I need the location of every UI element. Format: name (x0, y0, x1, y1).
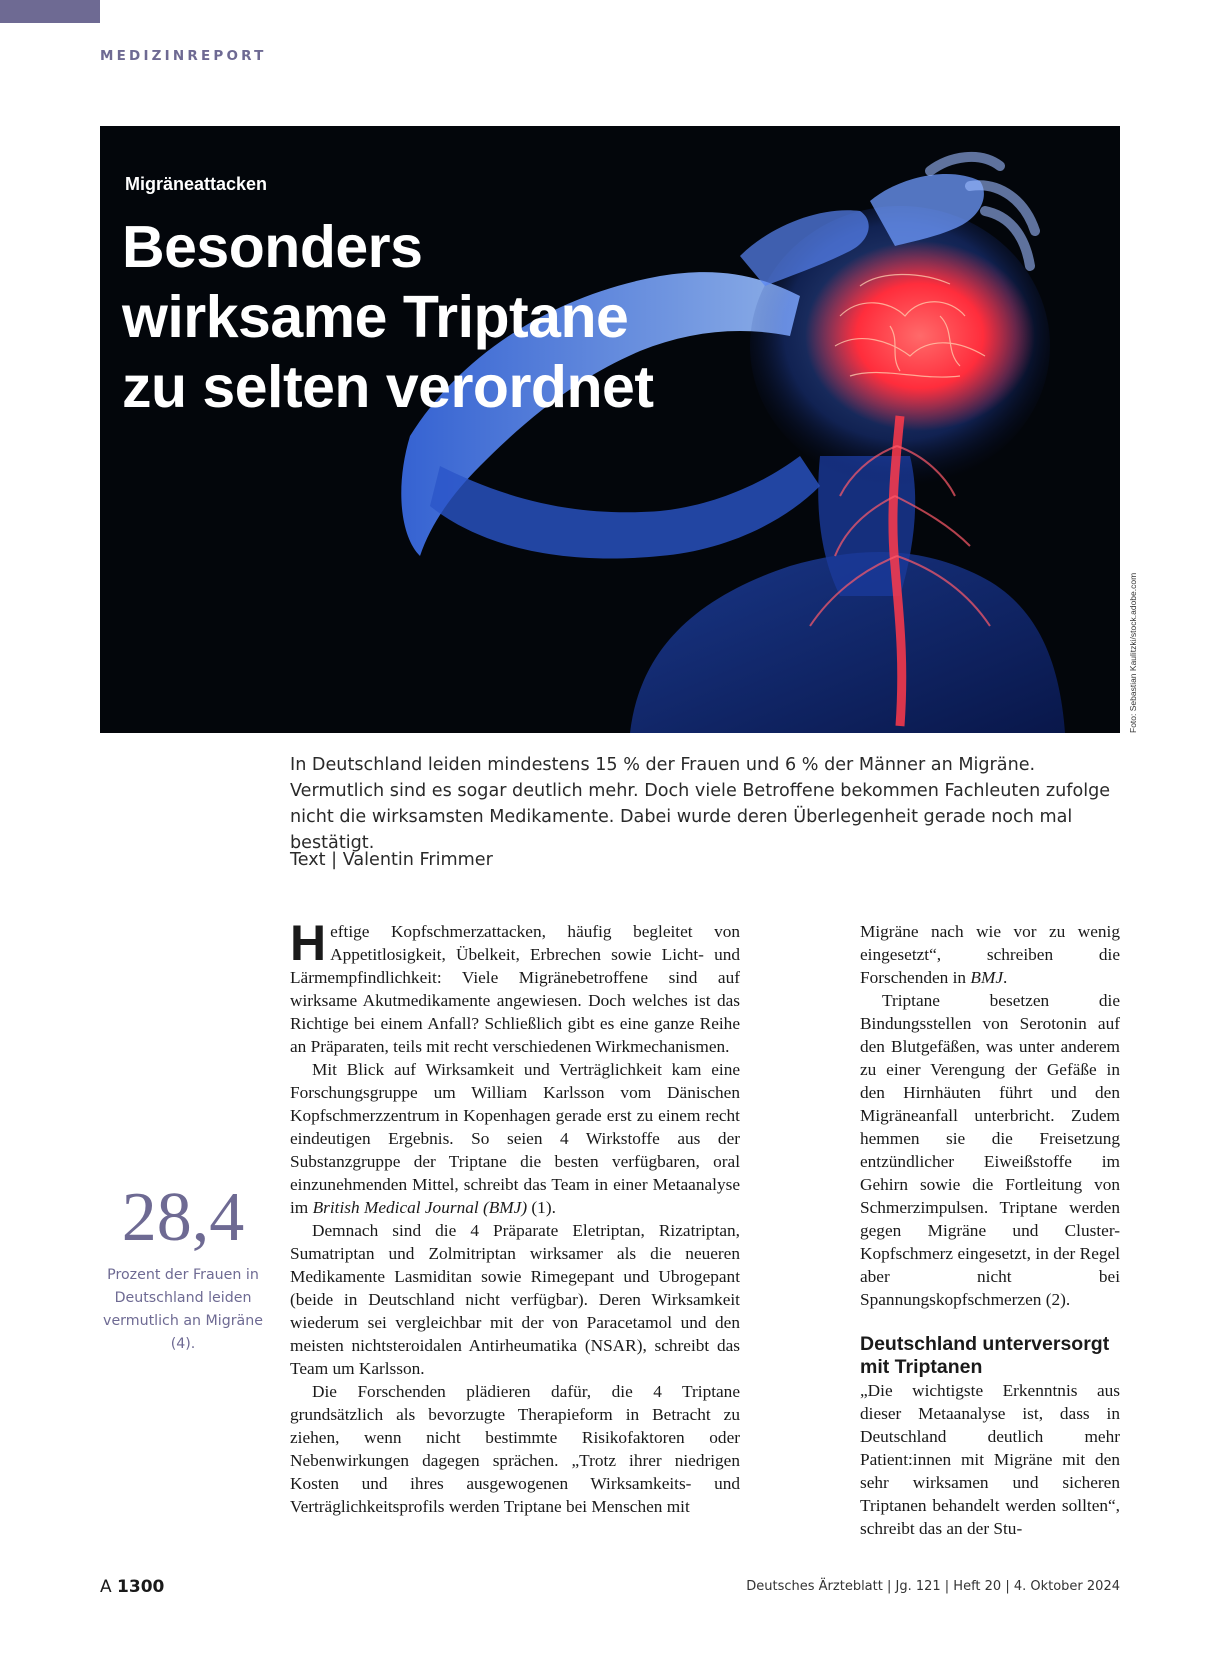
section-color-tab (0, 0, 100, 23)
author-line: Text | Valentin Frimmer (290, 850, 493, 870)
journal-abbrev: BMJ (970, 968, 1004, 987)
article-column-1 (290, 915, 740, 1518)
hero-banner (100, 126, 1120, 733)
paragraph-7: „Die wichtigste Erkenntnis aus dieser Metaanalyse ist, dass in Deutschland deutlich mehr Patient:innen mit Migräne mit den sehr wirksamen und sicheren Triptanen behandelt werden sollten“, schreibt das an der Stu- (860, 1381, 1120, 1538)
journal-footer: Deutsches Ärzteblatt | Jg. 121 | Heft 20 | 4. Oktober 2024 (746, 1579, 1120, 1594)
hero-kicker: Migräneattacken (125, 174, 268, 194)
section-label: MEDIZINREPORT (100, 48, 267, 64)
article-column-2 (860, 920, 1120, 1540)
paragraph-1: Heftige Kopfschmerzattacken, häufig begleitet von Appetitlosigkeit, Übelkeit, Erbrechen sowie Licht- und Lärmempfindlichkeit: Viele Migränebetroffene sind auf wirksame Akutmedikamente angewiesen. Doch welches ist das Richtige bei einem Anfall? Schließlich gibt es eine ganze Reihe an Präparaten, teils mit recht verschiedenen Wirkmechanismen. (290, 915, 740, 1056)
subheading: Deutschland unterversorgt mit Triptanen (860, 1333, 1110, 1378)
page-number: A 1300 (100, 1577, 165, 1597)
paragraph-5: Migräne nach wie vor zu wenig eingesetzt“, schreiben die Forschenden in BMJ. (860, 922, 1120, 987)
article-headline: Besonders wirksame Triptane zu selten verordnet (122, 214, 654, 420)
journal-name: British Medical Journal (BMJ) (312, 1198, 528, 1217)
paragraph-2: Mit Blick auf Wirksamkeit und Verträglichkeit kam eine Forschungsgruppe um William Karlsson vom Dänischen Kopfschmerzzentrum in Kopenhagen gerade erst zu einem recht eindeutigen Ergebnis. So seien 4 Wirkstoffe aus der Substanzgruppe der Triptane die besten verfügbaren, oral einzunehmenden Mittel, schreibt das Team in einer Metaanalyse im British Medical Journal (BMJ) (1). (290, 1060, 740, 1217)
lead-paragraph: In Deutschland leiden mindestens 15 % der Frauen und 6 % der Männer an Migräne. Vermutlich sind es sogar deutlich mehr. Doch viele Betroffene bekommen Fachleuten zufolge nicht die wirksamsten Medikamente. Dabei wurde deren Überlegenheit gerade noch mal bestätigt. (290, 755, 1111, 853)
stat-caption: Prozent der Frauen in Deutschland leiden vermutlich an Migräne (4). (103, 1267, 263, 1352)
forearm (430, 456, 820, 559)
paragraph-6: Triptane besetzen die Bindungsstellen von Serotonin auf den Blutgefäßen, was unter anderem zu einer Verengung der Gefäße in den Hirnhäuten führt und den Migräneanfall unterbricht. Zudem hemmen sie die Freisetzung entzündlicher Eiweißstoffe im Gehirn sowie die Fortleitung von Schmerzimpulsen. Triptane werden gegen Migräne und Cluster-Kopfschmerz eingesetzt, in der Regel aber nicht bei Spannungskopfschmerzen (2). (860, 991, 1120, 1309)
paragraph-4: Die Forschenden plädieren dafür, die 4 Triptane grundsätzlich als bevorzugte Therapieform in Betracht zu ziehen, wenn nicht bestimmte Risikofaktoren oder Nebenwirkungen dagegen sprächen. „Trotz ihrer niedrigen Kosten und ihres ausgewogenen Wirksamkeits- und Verträglichkeitsprofils werden Triptane bei Menschen mit (290, 1382, 740, 1516)
paragraph-3: Demnach sind die 4 Präparate Eletriptan, Rizatriptan, Sumatriptan und Zolmitriptan wirksamer als die neueren Medikamente Lasmiditan sowie Rimegepant und Ubrogepant (beide in Deutschland nicht verfügbar). Deren Wirksamkeit wiederum sei vergleichbar mit der von Paracetamol und den meisten nichtsteroidalen Antirheumatika (NSAR), schreibt das Team um Karlsson. (290, 1221, 740, 1378)
drop-cap: H (290, 915, 327, 971)
stat-value: 28,4 (121, 1179, 245, 1256)
photo-credit: Foto: Sebastian Kaulitzki/stock.adobe.com (1128, 572, 1138, 733)
brain-glow (805, 241, 1035, 431)
